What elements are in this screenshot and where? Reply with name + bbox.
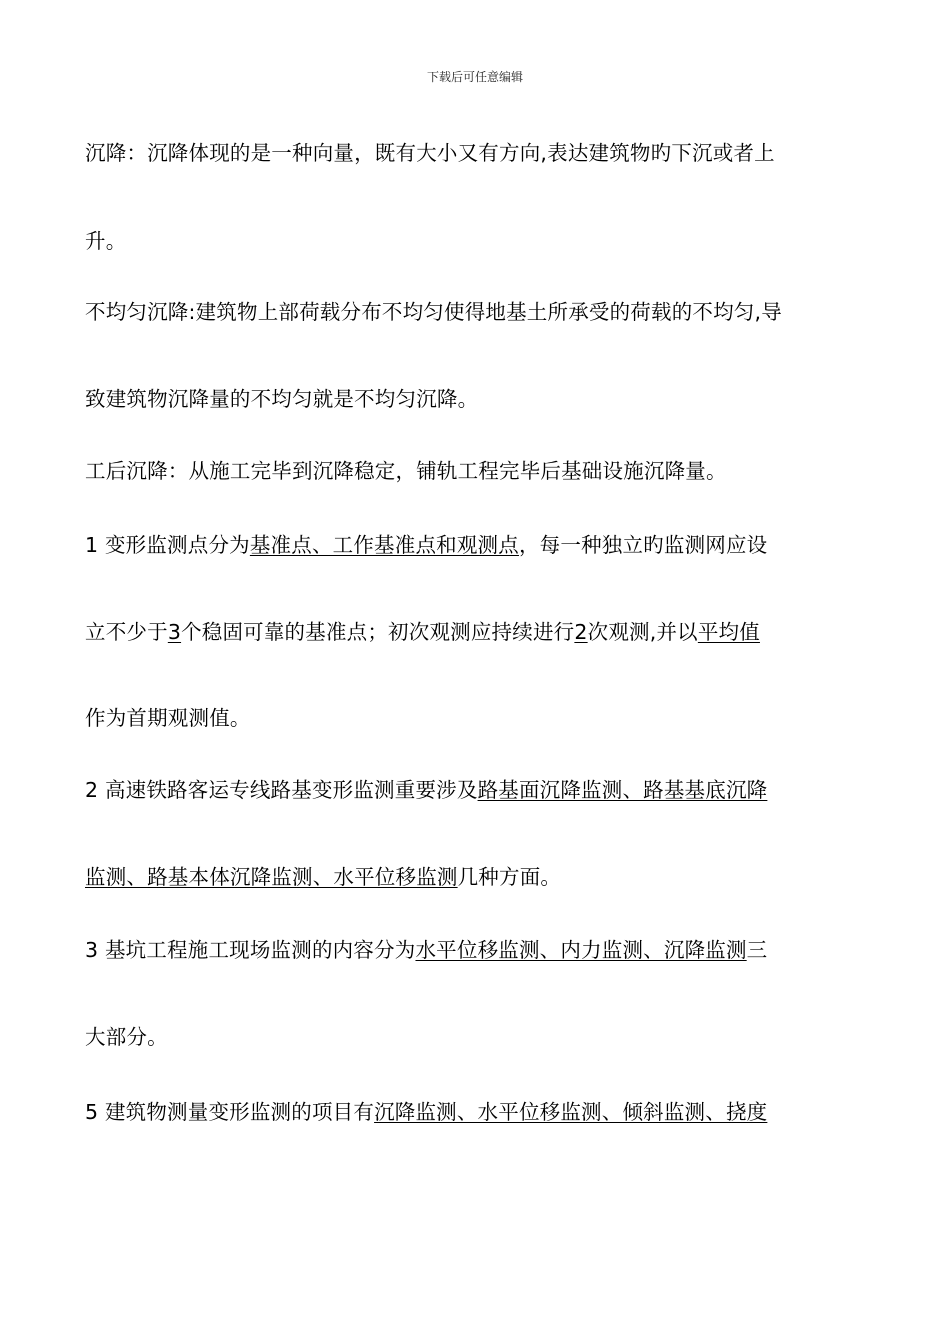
paragraph-1-line-1 (85, 140, 855, 166)
text-run: 几种方面。 (457, 865, 562, 889)
paragraph-7-line-1 (85, 1099, 855, 1125)
underlined-term: 监测、路基本体沉降监测、水平位移监测 (85, 865, 458, 889)
text-run: 次观测,并以 (587, 620, 698, 644)
paragraph-2-line-1 (85, 299, 855, 325)
text-run: 大部分。 (85, 1025, 168, 1049)
paragraph-3-line-1 (85, 458, 855, 484)
text-run: 工后沉降：从施工完毕到沉降稳定，铺轨工程完毕后基础设施沉降量。 (85, 459, 727, 483)
text-run: 1 变形监测点分为 (85, 533, 250, 557)
text-run: 5 建筑物测量变形监测的项目有 (85, 1100, 375, 1124)
text-run: 2 高速铁路客运专线路基变形监测重要涉及 (85, 778, 478, 802)
underlined-term: 3 (167, 620, 182, 644)
text-run: 作为首期观测值。 (85, 706, 251, 730)
underlined-term: 路基面沉降监测、路基基底沉降 (477, 778, 768, 802)
text-run: 升。 (85, 229, 127, 253)
paragraph-4-line-3 (85, 705, 855, 731)
text-run: 个稳固可靠的基准点；初次观测应持续进行 (181, 620, 575, 644)
text-run: 3 基坑工程施工现场监测的内容分为 (85, 938, 416, 962)
text-run: ，每一种独立旳监测网应设 (518, 533, 768, 557)
paragraph-2-line-2 (85, 386, 855, 412)
paragraph-6-line-2 (85, 1024, 855, 1050)
text-run: 沉降：沉降体现的是一种向量，既有大小又有方向,表达建筑物旳下沉或者上 (85, 141, 775, 165)
paragraph-5-line-2 (85, 864, 855, 890)
paragraph-5-line-1 (85, 777, 855, 803)
paragraph-4-line-2 (85, 619, 855, 645)
text-run: 三 (746, 938, 768, 962)
text-run: 致建筑物沉降量的不均匀就是不均匀沉降。 (85, 387, 479, 411)
text-run: 不均匀沉降:建筑物上部荷载分布不均匀使得地基土所承受的荷载的不均匀,导 (85, 300, 782, 324)
underlined-term: 平均值 (697, 620, 760, 644)
text-run: 立不少于 (85, 620, 168, 644)
underlined-term: 2 (574, 620, 588, 644)
underlined-term: 水平位移监测、内力监测、沉降监测 (415, 938, 747, 962)
paragraph-4-line-1 (85, 532, 855, 558)
paragraph-1-line-2 (85, 228, 855, 254)
page-header: 下载后可任意编辑 (426, 70, 523, 84)
paragraph-6-line-1 (85, 937, 855, 963)
underlined-term: 沉降监测、水平位移监测、倾斜监测、挠度 (374, 1100, 768, 1124)
underlined-term: 基准点、工作基准点和观测点 (249, 533, 519, 557)
